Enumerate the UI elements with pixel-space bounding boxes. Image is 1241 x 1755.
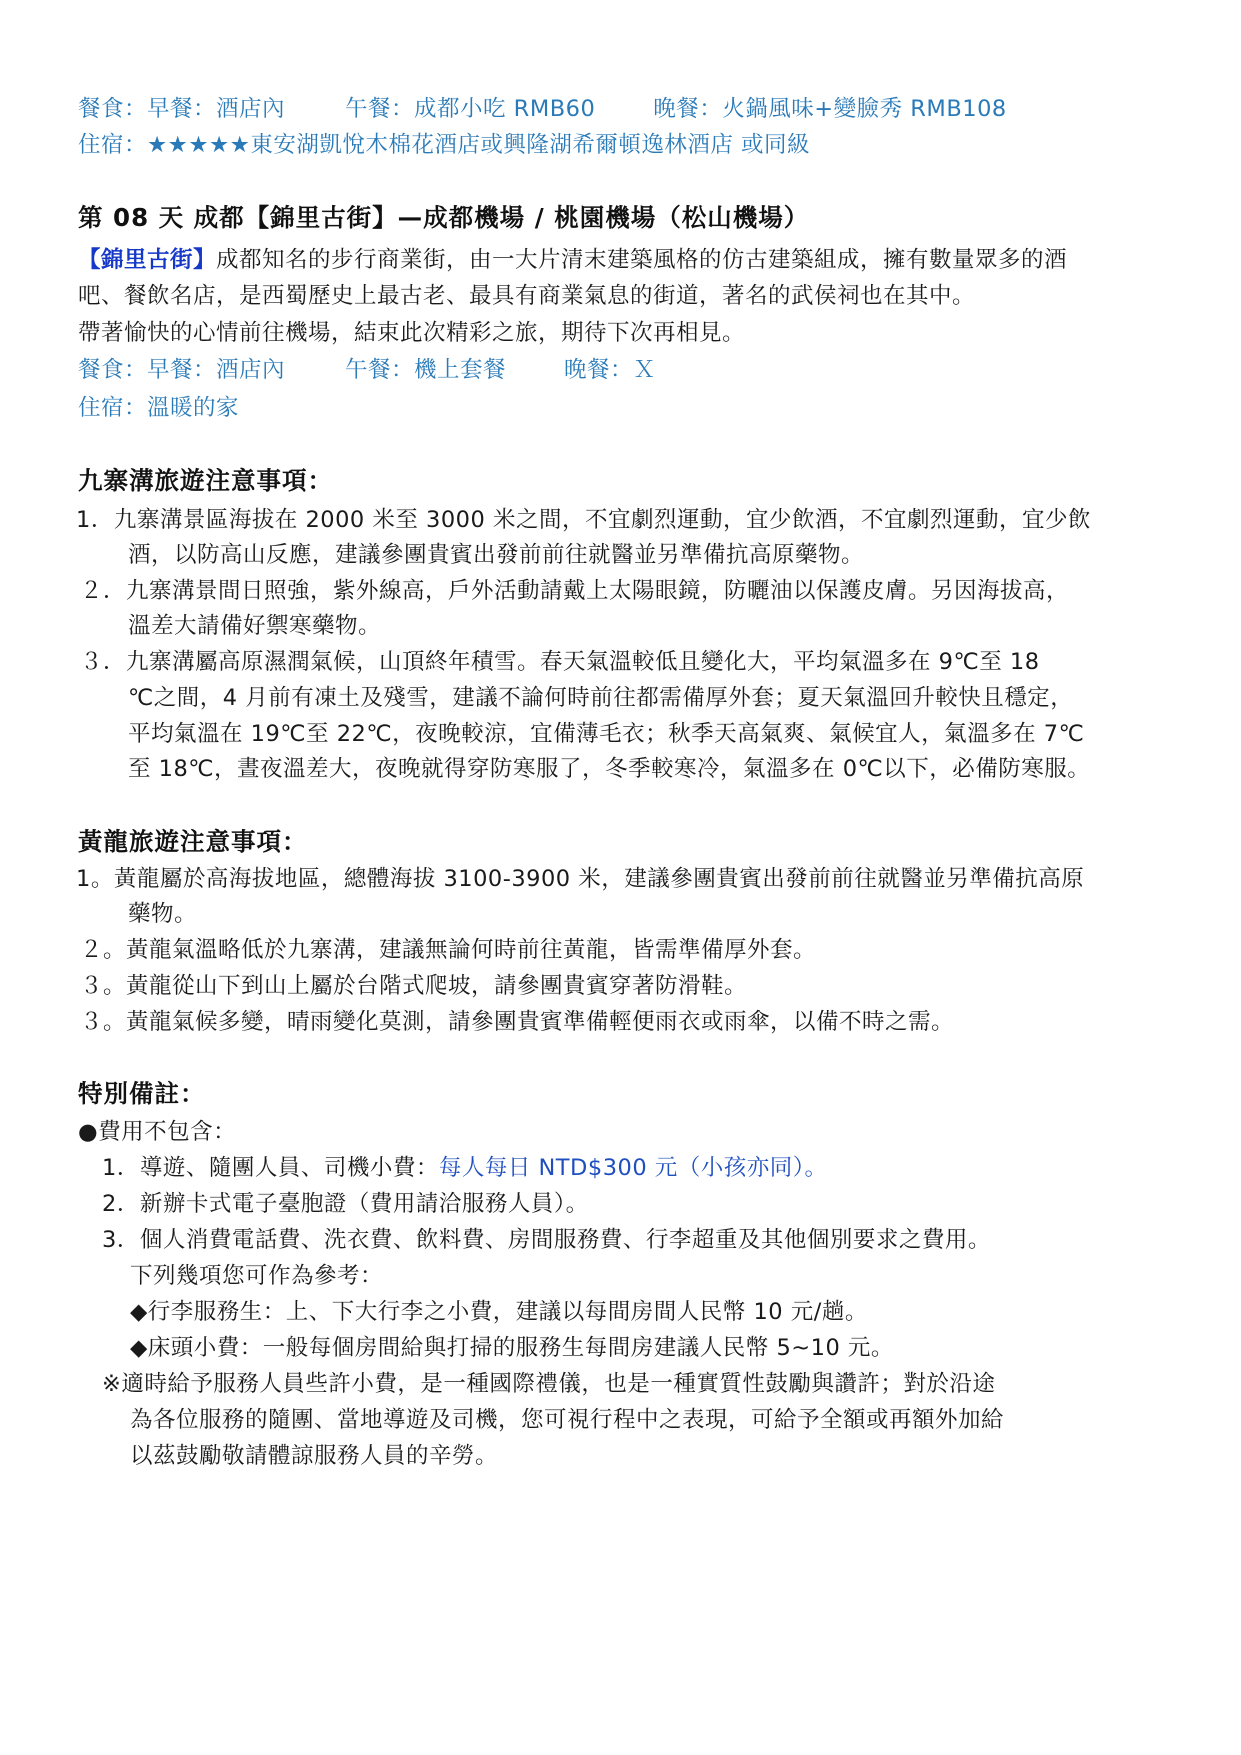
excluded-item-1: 1．導遊、隨團人員、司機小費：每人每日 NTD$300 元（小孩亦同）。 <box>102 1155 828 1181</box>
day08-desc-1: 【錦里古街】成都知名的步行商業街，由一大片清末建築風格的仿古建築組成，擁有數量眾多的酒 <box>78 247 1068 273</box>
tip-item: ◆床頭小費：一般每個房間給與打掃的服務生每間房建議人民幣 5~10 元。 <box>130 1335 894 1361</box>
remark-line: ※適時給予服務人員些許小費，是一種國際禮儀，也是一種實質性鼓勵與讚許；對於沿途 <box>102 1371 996 1397</box>
jiuzhaigou-note-line: 平均氣溫在 19℃至 22℃，夜晚較涼，宜備薄毛衣；秋季天高氣爽、氣候宜人，氣溫多在 7℃ <box>128 721 1085 747</box>
day07-lodging: 住宿：★★★★★東安湖凱悅木棉花酒店或興隆湖希爾頓逸林酒店 或同級 <box>78 132 811 158</box>
dinner: 晚餐：Ｘ <box>564 357 657 383</box>
huanglong-note-line: ２。黃龍氣溫略低於九寨溝，建議無論何時前往黃龍，皆需準備厚外套。 <box>80 937 817 963</box>
remark-line: 以茲鼓勵敬請體諒服務人員的辛勞。 <box>130 1443 499 1469</box>
notes-heading: 特別備註： <box>78 1079 206 1108</box>
jiuzhaigou-note-line: 溫差大請備好禦寒藥物。 <box>128 613 382 639</box>
day08-desc-2: 吧、餐飲名店，是西蜀歷史上最古老、最具有商業氣息的街道，著名的武侯祠也在其中。 <box>78 283 976 309</box>
jiuzhaigou-note-line: 至 18℃，晝夜溫差大，夜晚就得穿防寒服了，冬季較寒冷，氣溫多在 0℃以下，必備防寒服。 <box>128 756 1091 782</box>
attraction-highlight: 【錦里古街】 <box>78 247 217 273</box>
day08-title: 第 08 天 成都【錦里古街】—成都機場 / 桃園機場（松山機場） <box>78 203 810 232</box>
jiuzhaigou-note-line: 1．九寨溝景區海拔在 2000 米至 3000 米之間，不宜劇烈運動，宜少飲酒，不宜劇烈運動，宜少飲 <box>76 507 1091 533</box>
reference-intro: 下列幾項您可作為參考： <box>130 1263 384 1289</box>
breakfast: 早餐：酒店內 <box>147 357 286 383</box>
day08-desc-3: 帶著愉快的心情前往機場，結束此次精彩之旅，期待下次再相見。 <box>78 320 746 346</box>
dinner: 晚餐：火鍋風味+變臉秀 RMB108 <box>653 96 1007 122</box>
meals-label: 餐食： <box>78 357 148 383</box>
day07-meals <box>78 94 1007 124</box>
remark-line: 為各位服務的隨團、當地導遊及司機，您可視行程中之表現，可給予全額或再額外加給 <box>130 1407 1005 1433</box>
day08-meals <box>78 355 656 385</box>
lunch: 午餐：成都小吃 RMB60 <box>345 96 596 122</box>
huanglong-heading: 黃龍旅遊注意事項： <box>78 827 308 856</box>
tip-item: ◆行李服務生：上、下大行李之小費，建議以每間房間人民幣 10 元/趟。 <box>130 1299 868 1325</box>
excluded-item-2: 2．新辦卡式電子臺胞證（費用請洽服務人員）。 <box>102 1191 589 1217</box>
jiuzhaigou-note-line: ℃之間，4 月前有凍土及殘雪，建議不論何時前往都需備厚外套；夏天氣溫回升較快且穩定， <box>128 685 1074 711</box>
tip-amount: 每人每日 NTD$300 元（小孩亦同）。 <box>438 1155 828 1181</box>
huanglong-note-line: 1。黃龍屬於高海拔地區，總體海拔 3100-3900 米，建議參團貴賓出發前前往就醫並另準備抗高原 <box>76 866 1085 892</box>
jiuzhaigou-note-line: 酒，以防高山反應，建議參團貴賓出發前前往就醫並另準備抗高原藥物。 <box>128 542 865 568</box>
huanglong-note-line: 藥物。 <box>128 901 198 927</box>
jiuzhaigou-heading: 九寨溝旅遊注意事項： <box>78 466 333 495</box>
meals-label: 餐食： <box>78 96 148 122</box>
excluded-item-3: 3．個人消費電話費、洗衣費、飲料費、房間服務費、行李超重及其他個別要求之費用。 <box>102 1227 991 1253</box>
huanglong-note-line: ３。黃龍氣候多變，晴雨變化莫測，請參團貴賓準備輕便雨衣或雨傘，以備不時之需。 <box>80 1009 955 1035</box>
day08-lodging: 住宿：溫暖的家 <box>78 395 240 421</box>
jiuzhaigou-note-line: ３．九寨溝屬高原濕潤氣候，山頂終年積雪。春天氣溫較低且變化大，平均氣溫多在 9℃至 18 <box>80 649 1040 675</box>
excluded-label: ●費用不包含： <box>78 1119 237 1145</box>
jiuzhaigou-note-line: ２．九寨溝景間日照強，紫外線高，戶外活動請戴上太陽眼鏡，防曬油以保護皮膚。另因海拔高， <box>80 578 1070 604</box>
breakfast: 早餐：酒店內 <box>147 96 286 122</box>
lunch: 午餐：機上套餐 <box>345 357 507 383</box>
huanglong-note-line: ３。黃龍從山下到山上屬於台階式爬坡，請參團貴賓穿著防滑鞋。 <box>80 973 748 999</box>
